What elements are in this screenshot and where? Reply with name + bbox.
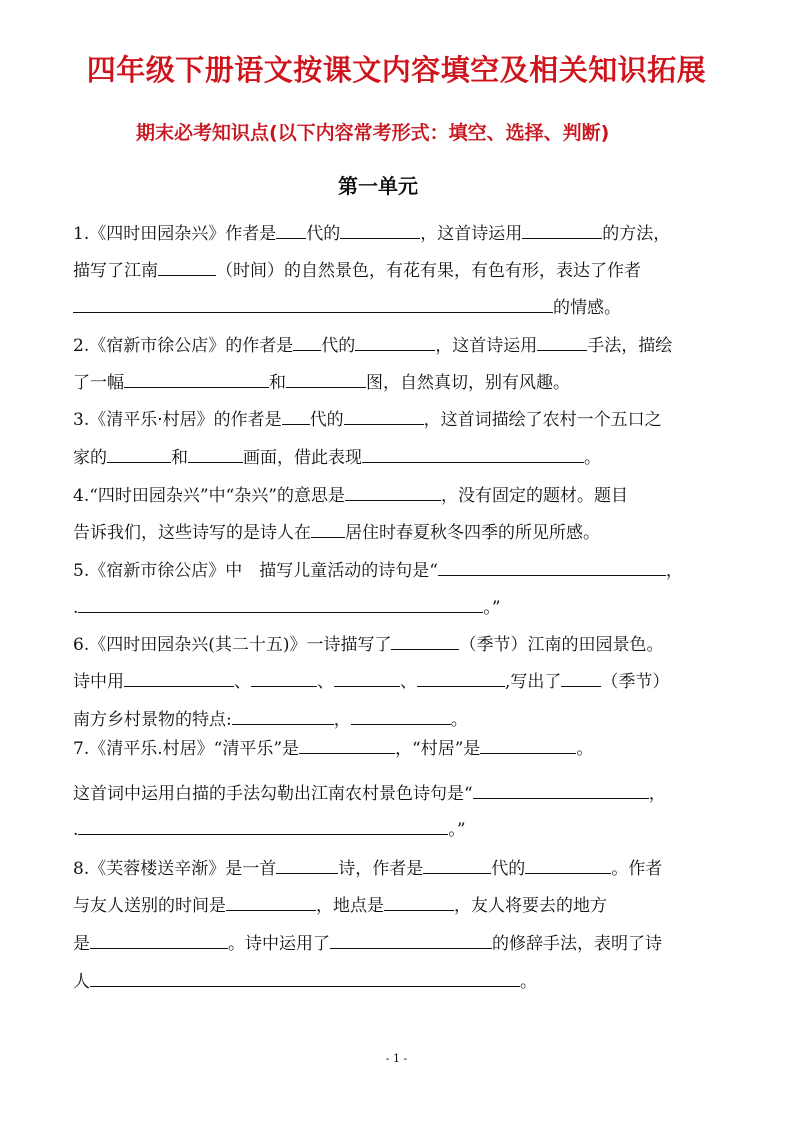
blank[interactable]: [226, 894, 316, 911]
text: 3.《清平乐·村居》的作者是: [73, 410, 282, 430]
q6-line2: [73, 670, 723, 693]
text: 7.《清平乐.村居》“清平乐”是: [73, 739, 300, 759]
text: 人: [73, 972, 90, 992]
blank[interactable]: [480, 737, 576, 754]
q6-line1: [73, 633, 723, 656]
text: 与友人送别的时间是: [73, 896, 226, 916]
q7-line1: [73, 737, 723, 760]
text: 图，自然真切，别有风趣。: [366, 373, 570, 393]
text: ，这首诗运用: [435, 336, 538, 356]
text: （季节）: [601, 672, 670, 692]
blank[interactable]: [251, 670, 317, 687]
blank[interactable]: [340, 222, 420, 239]
blank[interactable]: [188, 446, 243, 463]
q4-line1: [73, 484, 723, 507]
text: 和: [269, 373, 286, 393]
q7-line2: [73, 782, 723, 805]
blank[interactable]: [391, 633, 459, 650]
text: 、: [400, 672, 417, 692]
text: 1.《四时田园杂兴》作者是: [73, 224, 277, 244]
q3-line2: [73, 446, 723, 469]
blank[interactable]: [362, 446, 584, 463]
blank[interactable]: [355, 334, 435, 351]
text: （季节）江南的田园景色。: [459, 635, 664, 655]
text: （时间）的自然景色，有花有果，有色有形，表达了作者: [216, 261, 641, 281]
text: ,写出了: [505, 672, 562, 692]
text: 居住时春夏秋冬四季的所见所感。: [345, 523, 600, 543]
q6-line3: [73, 708, 723, 731]
blank[interactable]: [522, 222, 602, 239]
blank[interactable]: [473, 782, 649, 799]
text: 代的: [309, 410, 344, 430]
q1-line1: [73, 222, 723, 245]
blank[interactable]: [438, 559, 666, 576]
text: 的修辞手法，表明了诗: [492, 934, 662, 954]
text: .: [73, 598, 79, 618]
q4-line2: [73, 521, 723, 544]
text: ，: [665, 561, 683, 581]
blank[interactable]: [232, 708, 334, 725]
text: 代的: [491, 859, 526, 879]
blank[interactable]: [124, 371, 269, 388]
blank[interactable]: [78, 818, 448, 835]
text: 代的: [321, 336, 356, 356]
text: .: [73, 820, 79, 840]
text: 、: [234, 672, 251, 692]
blank[interactable]: [158, 259, 216, 276]
blank[interactable]: [330, 932, 492, 949]
text: 家的: [73, 448, 107, 468]
text: 5.《宿新市徐公店》中 描写儿童活动的诗句是“: [73, 561, 438, 581]
text: 。”: [483, 598, 501, 618]
text: 2.《宿新市徐公店》的作者是: [73, 336, 294, 356]
blank[interactable]: [423, 857, 491, 874]
text: 这首词中运用白描的手法勾勒出江南农村景色诗句是“: [73, 784, 473, 804]
text: 。: [520, 972, 537, 992]
q3-line1: [73, 408, 723, 431]
text: 代的: [306, 224, 341, 244]
q8-line2: [73, 894, 723, 917]
text: 。”: [448, 820, 466, 840]
text: 手法，描绘: [587, 336, 673, 356]
text: ，“村居”是: [395, 739, 481, 759]
text: ，友人将要去的地方: [454, 896, 607, 916]
text: 、: [317, 672, 334, 692]
text: 了一幅: [73, 373, 124, 393]
blank[interactable]: [344, 408, 424, 425]
text: 是: [73, 934, 90, 954]
text: ，这首词描绘了农村一个五口之: [423, 410, 662, 430]
blank[interactable]: [334, 670, 400, 687]
blank[interactable]: [90, 932, 228, 949]
text: ，这首诗运用: [420, 224, 523, 244]
text: 和: [171, 448, 188, 468]
blank[interactable]: [276, 857, 338, 874]
blank[interactable]: [561, 670, 601, 687]
blank[interactable]: [311, 521, 345, 538]
text: ，: [648, 784, 666, 804]
q2-line2: [73, 371, 723, 394]
q8-line4: [73, 970, 723, 993]
blank[interactable]: [73, 296, 553, 313]
text: 南方乡村景物的特点:: [73, 710, 232, 730]
q8-line1: [73, 857, 723, 880]
subtitle: 期末必考知识点(以下内容常考形式：填空、选择、判断): [136, 122, 610, 144]
text: 描写了江南: [73, 261, 158, 281]
q1-line2: [73, 259, 723, 282]
blank[interactable]: [384, 894, 454, 911]
blank[interactable]: [525, 857, 611, 874]
q8-line3: [73, 932, 723, 955]
blank[interactable]: [90, 970, 520, 987]
text: 。作者: [611, 859, 663, 879]
text: ，: [333, 710, 351, 730]
text: 4.“四时田园杂兴”中“杂兴”的意思是: [73, 486, 345, 506]
blank[interactable]: [417, 670, 505, 687]
text: 的情感。: [553, 298, 621, 318]
text: ，没有固定的题材。题目: [440, 486, 628, 506]
text: 诗，作者是: [338, 859, 424, 879]
text: 画面，借此表现: [243, 448, 362, 468]
blank[interactable]: [351, 708, 451, 725]
blank[interactable]: [124, 670, 234, 687]
text: 。: [450, 710, 468, 730]
text: 。: [576, 739, 594, 759]
blank[interactable]: [537, 334, 587, 351]
page-title: 四年级下册语文按课文内容填空及相关知识拓展: [86, 53, 707, 87]
q5-line2: [73, 596, 723, 619]
page-number: - 1 -: [385, 1052, 408, 1065]
blank[interactable]: [345, 484, 441, 501]
unit-heading: 第一单元: [338, 174, 418, 198]
blank[interactable]: [276, 222, 306, 239]
blank[interactable]: [107, 446, 171, 463]
blank[interactable]: [293, 334, 321, 351]
blank[interactable]: [286, 371, 366, 388]
text: 。: [584, 448, 601, 468]
text: 诗中用: [73, 672, 124, 692]
blank[interactable]: [299, 737, 395, 754]
blank[interactable]: [78, 596, 483, 613]
text: 8.《芙蓉楼送辛渐》是一首: [73, 859, 277, 879]
text: 告诉我们，这些诗写的是诗人在: [73, 523, 311, 543]
q5-line1: [73, 559, 723, 582]
text: 的方法，: [602, 224, 671, 244]
text: ，地点是: [316, 896, 384, 916]
blank[interactable]: [282, 408, 310, 425]
text: 6.《四时田园杂兴(其二十五)》一诗描写了: [73, 635, 392, 655]
q2-line1: [73, 334, 723, 357]
q1-line3: [73, 296, 723, 319]
text: 。诗中运用了: [228, 934, 330, 954]
q7-line3: [73, 818, 723, 841]
